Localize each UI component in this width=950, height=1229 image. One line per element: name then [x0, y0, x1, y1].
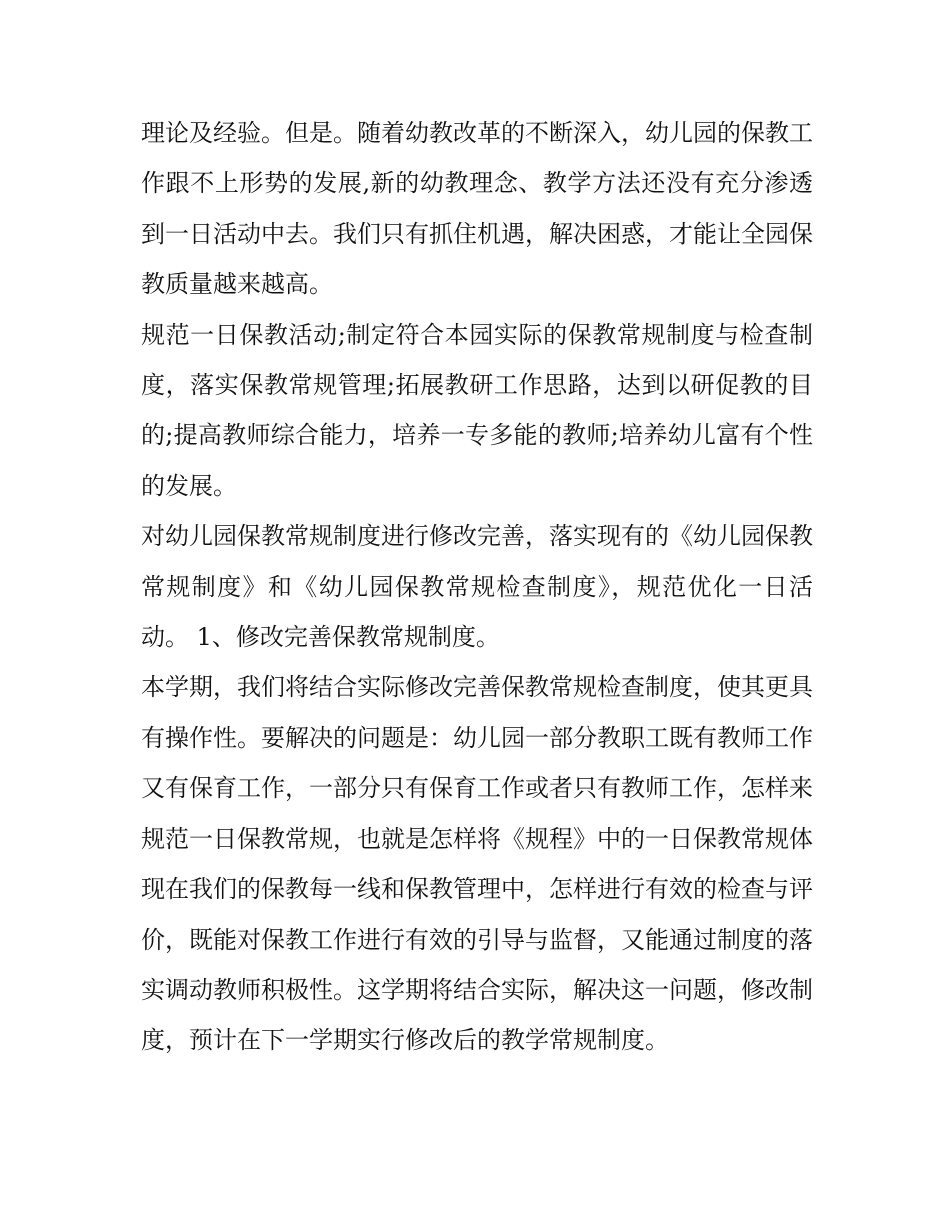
paragraph-semester-plan: 本学期，我们将结合实际修改完善保教常规检查制度，使其更具有操作性。要解决的问题是：幼儿园一部分教职工既有教师工作又有保育工作，一部分只有保育工作或者只有教师工作，怎样来规范一日保教常规，也就是怎样将《规程》中的一日保教常规体现在我们的保教每一线和保教管理中，怎样进行有效的检查与评价，既能对保教工作进行有效的引导与监督，又能通过制度的落实调动教师积极性。这学期将结合实际，解决这一问题，修改制度，预计在下一学期实行修改后的教学常规制度。 [141, 673, 813, 1055]
paragraph-system-revision: 对幼儿园保教常规制度进行修改完善，落实现有的《幼儿园保教常规制度》和《幼儿园保教常规检查制度》，规范优化一日活动。 1、修改完善保教常规制度。 [141, 522, 813, 652]
paragraph-background: 理论及经验。但是。随着幼教改革的不断深入，幼儿园的保教工作跟不上形势的发展,新的幼教理念、教学方法还没有充分渗透到一日活动中去。我们只有抓住机遇，解决困惑，才能让全园保教质量越来越高。 [141, 119, 813, 299]
document-body [141, 108, 813, 1066]
paragraph-goals: 规范一日保教活动;制定符合本园实际的保教常规制度与检查制度，落实保教常规管理;拓展教研工作思路，达到以研促教的目的;提高教师综合能力，培养一专多能的教师;培养幼儿富有个性的发展。 [141, 320, 813, 500]
